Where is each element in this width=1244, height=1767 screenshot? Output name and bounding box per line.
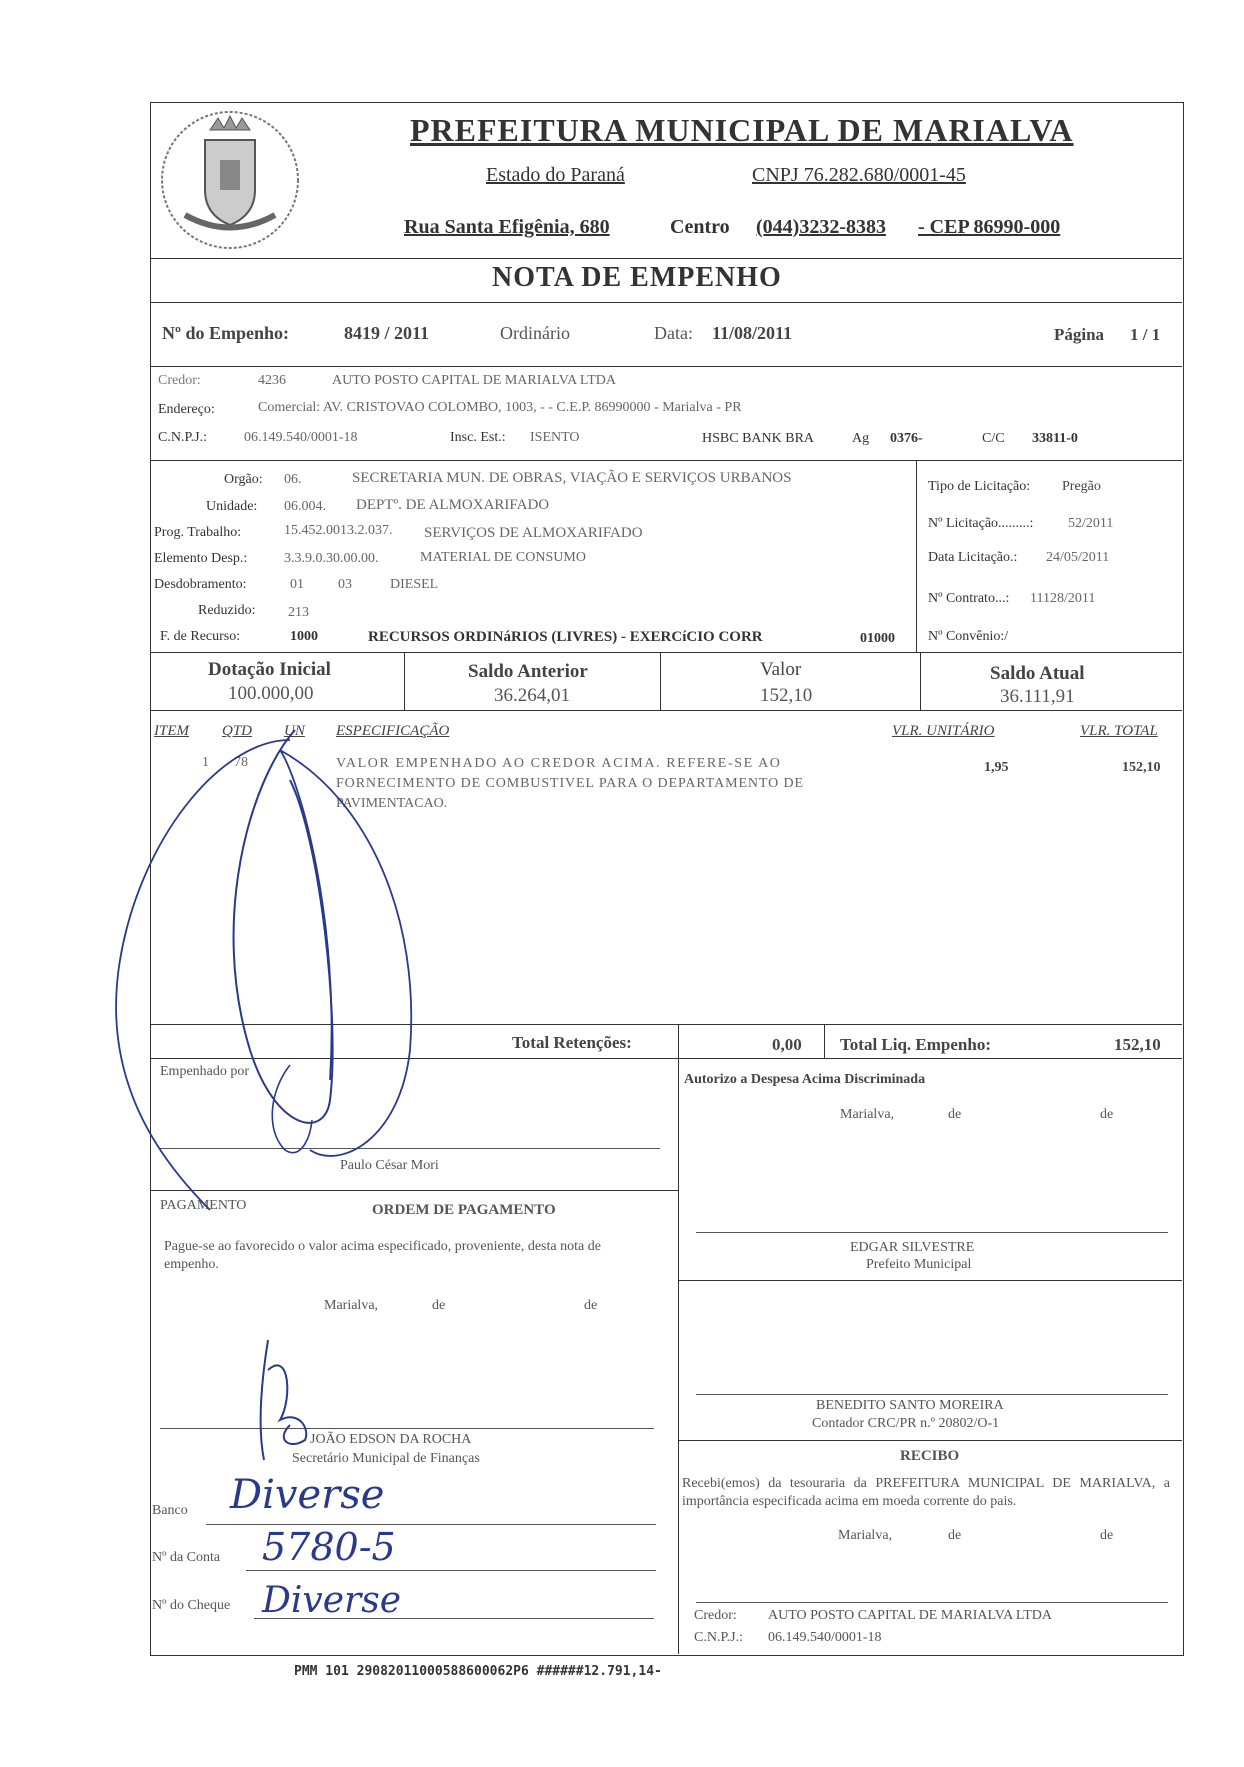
elem-name: MATERIAL DE CONSUMO: [420, 550, 586, 565]
bank-name: HSBC BANK BRA: [702, 431, 815, 446]
empenhado-por-label: Empenhado por: [160, 1064, 250, 1079]
prog-name: SERVIÇOS DE ALMOXARIFADO: [424, 525, 643, 541]
autorizo-text: Autorizo a Despesa Acima Discriminada: [684, 1072, 926, 1087]
state-text: Estado do Paraná: [486, 164, 625, 186]
row-total-value: 152,10: [1122, 760, 1161, 775]
banco-handwritten: Diverse: [230, 1472, 385, 1518]
divider: [150, 302, 1182, 303]
recibo-credor-label: Credor:: [694, 1608, 737, 1623]
empenho-type: Ordinário: [500, 323, 570, 343]
divider: [678, 1440, 1182, 1441]
autorizo-de: de: [1100, 1107, 1114, 1122]
divider: [916, 460, 917, 652]
footer-code: PMM 101 29082011000588600062P6 ######12.791,14-: [294, 1664, 662, 1679]
recibo-text: Recebi(emos) da tesouraria da PREFEITURA MUNICIPAL DE MARIALVA, a importância especificada acima em moeda corrente do pais.: [682, 1476, 1170, 1509]
insc-value: ISENTO: [530, 430, 580, 445]
unidade-name: DEPTº. DE ALMOXARIFADO: [356, 497, 550, 513]
divider: [150, 258, 1182, 259]
licitacao-data-label: Data Licitação.:: [928, 550, 1018, 565]
date-label: Data:: [654, 323, 693, 343]
col-header-total: VLR. TOTAL: [1080, 723, 1158, 739]
signature-line: [696, 1602, 1168, 1603]
row-spec-line: FORNECIMENTO DE COMBUSTIVEL PARA O DEPARTAMENTO DE: [336, 776, 805, 791]
page-number: 1 / 1: [1130, 325, 1161, 344]
creditor-code: 4236: [258, 373, 286, 388]
saldo-anterior-value: 36.264,01: [494, 685, 570, 706]
prefeito-title: Prefeito Municipal: [866, 1257, 972, 1272]
conta-label: Nº da Conta: [152, 1550, 221, 1565]
convenio-label: Nº Convênio:/: [928, 629, 1009, 644]
dotacao-value: 100.000,00: [228, 683, 314, 704]
contador-name: BENEDITO SANTO MOREIRA: [816, 1398, 1004, 1413]
desd-label: Desdobramento:: [154, 577, 247, 592]
divider: [150, 652, 1182, 653]
empenho-number: 8419 / 2011: [344, 323, 430, 343]
row-qtd: 78: [234, 755, 248, 770]
fonte-name: RECURSOS ORDINáRIOS (LIVRES) - EXERCíCIO CORR: [368, 629, 763, 645]
creditor-label: Credor:: [158, 373, 201, 388]
orgao-code: 06.: [284, 472, 302, 487]
desd-b: 03: [338, 577, 352, 592]
unidade-label: Unidade:: [206, 499, 258, 514]
divider: [678, 1058, 679, 1654]
autorizo-place: Marialva,: [840, 1107, 895, 1122]
date-value: 11/08/2011: [712, 323, 793, 343]
creditor-name: AUTO POSTO CAPITAL DE MARIALVA LTDA: [332, 373, 616, 388]
pagamento-de: de: [584, 1298, 598, 1313]
col-header-qtd: QTD: [222, 723, 253, 739]
crest-logo: [155, 105, 305, 255]
prefeito-name: EDGAR SILVESTRE: [850, 1240, 975, 1255]
row-spec-line: VALOR EMPENHADO AO CREDOR ACIMA. REFERE-SE AO: [336, 756, 782, 771]
divider: [824, 1024, 825, 1058]
empenho-number-label: Nº do Empenho:: [162, 323, 289, 343]
saldo-anterior-label: Saldo Anterior: [468, 661, 588, 682]
licitacao-num-label: Nº Licitação.........:: [928, 516, 1034, 531]
cheque-handwritten: Diverse: [262, 1580, 402, 1621]
signature-line: [696, 1232, 1168, 1233]
recibo-de: de: [948, 1528, 962, 1543]
signature-line: [160, 1428, 654, 1429]
row-item: 1: [202, 755, 209, 770]
row-unit-value: 1,95: [984, 760, 1009, 775]
orgao-name: SECRETARIA MUN. DE OBRAS, VIAÇÃO E SERVIÇOS URBANOS: [352, 470, 792, 486]
banco-label: Banco: [152, 1503, 188, 1518]
col-header-spec: ESPECIFICAÇÃO: [336, 723, 450, 739]
elem-code: 3.3.9.0.30.00.00.: [284, 551, 379, 566]
total-retencoes-value: 0,00: [772, 1035, 802, 1054]
phone: (044)3232-8383: [756, 216, 886, 238]
dotacao-label: Dotação Inicial: [208, 659, 331, 680]
ag-value: 0376-: [890, 431, 923, 446]
desd-a: 01: [290, 577, 304, 592]
orgao-label: Orgão:: [224, 472, 263, 487]
reduzido-value: 213: [288, 605, 309, 620]
unidade-code: 06.004.: [284, 499, 326, 514]
insc-label: Insc. Est.:: [450, 430, 506, 445]
address-district: Centro: [670, 216, 730, 238]
page-label: Página: [1054, 325, 1105, 344]
saldo-atual-value: 36.111,91: [1000, 686, 1075, 707]
fonte-label: F. de Recurso:: [160, 629, 241, 644]
org-cnpj: CNPJ 76.282.680/0001-45: [752, 164, 966, 186]
recibo-cnpj: 06.149.540/0001-18: [768, 1630, 882, 1645]
org-name: PREFEITURA MUNICIPAL DE MARIALVA: [410, 112, 1074, 148]
recibo-label: RECIBO: [900, 1448, 960, 1464]
prog-label: Prog. Trabalho:: [154, 525, 242, 540]
row-spec-line: PAVIMENTACAO.: [336, 796, 448, 811]
col-header-item: ITEM: [154, 723, 189, 739]
licitacao-data: 24/05/2011: [1046, 550, 1110, 565]
creditor-cnpj: 06.149.540/0001-18: [244, 430, 358, 445]
total-liq-value: 152,10: [1114, 1035, 1161, 1054]
ordem-pagamento-label: ORDEM DE PAGAMENTO: [372, 1202, 556, 1218]
fonte-sub: 01000: [860, 631, 895, 646]
divider: [920, 652, 921, 710]
divider: [678, 1024, 679, 1058]
divider: [404, 652, 405, 710]
signature-scribble: [100, 720, 500, 1240]
signature-scribble: [250, 1330, 370, 1470]
address-label: Endereço:: [158, 402, 215, 417]
doc-title: NOTA DE EMPENHO: [492, 262, 782, 293]
prog-code: 15.452.0013.2.037.: [284, 523, 393, 538]
recibo-cnpj-label: C.N.P.J.:: [694, 1630, 744, 1645]
signature-line: [696, 1394, 1168, 1395]
cc-label: C/C: [982, 431, 1005, 446]
valor-value: 152,10: [760, 685, 813, 706]
pague-text: Pague-se ao favorecido o valor acima especificado, proveniente, desta nota de empenho.: [164, 1239, 601, 1272]
col-header-unit: VLR. UNITÁRIO: [892, 723, 995, 739]
cnpj-label: C.N.P.J.:: [158, 430, 208, 445]
divider: [678, 1280, 1182, 1281]
licitacao-num: 52/2011: [1068, 516, 1114, 531]
pagamento-label: PAGAMENTO: [160, 1198, 247, 1213]
recibo-credor-name: AUTO POSTO CAPITAL DE MARIALVA LTDA: [768, 1608, 1052, 1623]
cheque-label: Nº do Cheque: [152, 1598, 231, 1613]
recibo-place: Marialva,: [838, 1528, 893, 1543]
pagamento-de: de: [432, 1298, 446, 1313]
ag-label: Ag: [852, 431, 870, 446]
divider: [150, 460, 1182, 461]
secretario-title: Secretário Municipal de Finanças: [292, 1451, 480, 1466]
licitacao-tipo: Pregão: [1062, 479, 1101, 494]
secretario-name: JOÃO EDSON DA ROCHA: [310, 1432, 472, 1447]
address-street: Rua Santa Efigênia, 680: [404, 216, 610, 238]
contrato-label: Nº Contrato...:: [928, 591, 1010, 606]
col-header-un: UN: [284, 723, 305, 739]
divider: [660, 652, 661, 710]
conta-line: [246, 1570, 656, 1571]
empenhado-por-name: Paulo César Mori: [340, 1158, 439, 1173]
autorizo-de: de: [948, 1107, 962, 1122]
contador-title: Contador CRC/PR n.º 20802/O-1: [812, 1416, 1000, 1431]
cep: - CEP 86990-000: [918, 216, 1061, 238]
contrato-value: 11128/2011: [1030, 591, 1096, 606]
recibo-de: de: [1100, 1528, 1114, 1543]
elem-label: Elemento Desp.:: [154, 551, 248, 566]
conta-handwritten: 5780-5: [262, 1525, 396, 1569]
total-liq-label: Total Liq. Empenho:: [840, 1035, 991, 1054]
creditor-address: Comercial: AV. CRISTOVAO COLOMBO, 1003, - - C.E.P. 86990000 - Marialva - PR: [258, 400, 742, 415]
cc-value: 33811-0: [1032, 431, 1078, 446]
total-retencoes-label: Total Retenções:: [512, 1033, 632, 1052]
desd-name: DIESEL: [390, 577, 439, 592]
licitacao-tipo-label: Tipo de Licitação:: [928, 479, 1031, 494]
reduzido-label: Reduzido:: [198, 603, 256, 618]
divider: [150, 710, 1182, 711]
fonte-code: 1000: [290, 629, 318, 644]
saldo-atual-label: Saldo Atual: [990, 663, 1085, 684]
valor-label: Valor: [760, 659, 802, 680]
divider: [150, 366, 1182, 367]
pagamento-place: Marialva,: [324, 1298, 379, 1313]
